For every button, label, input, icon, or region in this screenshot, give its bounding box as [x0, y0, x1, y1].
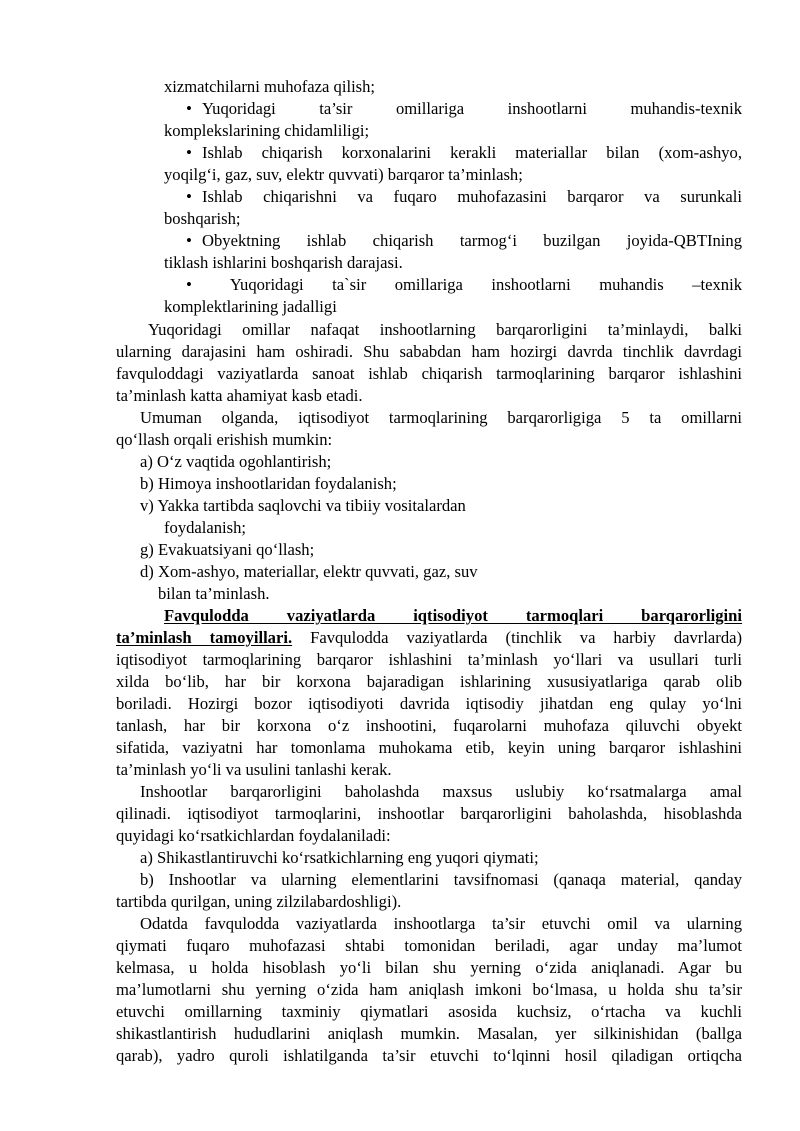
text-line: ta’minlash katta ahamiyat kasb etadi.: [116, 386, 363, 405]
list-item: d) Xom-ashyo, materiallar, elektr quvvati, gaz, suv: [140, 562, 478, 581]
section-heading-text: ta’minlash tamoyillari.: [116, 628, 293, 647]
text-line: qarab), yadro quroli ishlatilganda ta’sir etuvchi to‘lqinni hosil qiladigan ortiqcha: [116, 1046, 742, 1065]
bullet-item: [186, 274, 742, 296]
text-line: tartibda qurilgan, uning zilzilabardoshligi).: [116, 892, 402, 911]
list-item-continuation: foydalanish;: [164, 518, 247, 537]
text-line: tiklash ishlarini boshqarish darajasi.: [164, 253, 403, 272]
text-line: Yuqoridagi omillar nafaqat inshootlarning barqarorligini ta’minlaydi, balki: [148, 320, 742, 339]
text-line: komplektlarining jadalligi: [164, 297, 337, 316]
paragraph-text: Favqulodda vaziyatlarda (tinchlik va harbiy davrlarda): [292, 628, 743, 647]
bullet-text: Yuqoridagi ta’sir omillariga inshootlarni muhandis-texnik: [202, 99, 742, 118]
bullet-item: [186, 142, 742, 164]
text-line: shikastlantirish hududlarini aniqlash mumkin. Masalan, yer silkinishidan (ballga: [116, 1024, 742, 1043]
text-line: qilinadi. iqtisodiyot tarmoqlarini, inshootlar barqarorligini baholashda, hisoblashda: [116, 804, 742, 823]
section-heading-text: Favqulodda vaziyatlarda iqtisodiyot tarmoqlari barqarorligini: [164, 606, 742, 625]
text-line: ularning darajasini ham oshiradi. Shu sababdan ham hozirgi davrda tinchlik davrdagi: [116, 342, 742, 361]
list-item: g) Evakuatsiyani qo‘llash;: [140, 540, 315, 559]
text-line: sifatida, vaziyatni har tomonlama muhokama etib, keyin uning barqaror ishlashini: [116, 738, 742, 757]
text-line: boriladi. Hozirgi bozor iqtisodiyoti davrida iqtisodiy jihatdan eng qulay yo‘lni: [116, 694, 742, 713]
bullet-item: [186, 98, 742, 120]
list-item-continuation: bilan ta’minlash.: [158, 584, 270, 603]
text-line: [116, 627, 742, 649]
bullet-text: Ishlab chiqarish korxonalarini kerakli materiallar bilan (xom-ashyo,: [202, 143, 742, 162]
text-line: qiymati fuqaro muhofazasi shtabi tomonidan beriladi, agar unday ma’lumot: [116, 936, 742, 955]
text-line: favquloddagi vaziyatlarda sanoat ishlab chiqarish tarmoqlarining barqaror ishlashini: [116, 364, 742, 383]
list-item: b) Inshootlar va ularning elementlarini tavsifnomasi (qanaqa material, qanday: [140, 870, 742, 889]
text-line: tanlash, har bir korxona o‘z inshootini, fuqarolarni muhofaza qiluvchi obyekt: [116, 716, 742, 735]
list-item: v) Yakka tartibda saqlovchi va tibiiy vositalardan: [140, 496, 466, 515]
text-line: Odatda favqulodda vaziyatlarda inshootlarga ta’sir etuvchi omil va ularning: [140, 914, 742, 933]
text-line: komplekslarining chidamliligi;: [164, 121, 370, 140]
text-line: ma’lumotlarni shu yerning o‘zida ham aniqlash imkoni bo‘lmasa, u holda shu ta’sir: [116, 980, 742, 999]
text-line: boshqarish;: [164, 209, 241, 228]
bullet-text: Obyektning ishlab chiqarish tarmog‘i buzilgan joyida-QBTIning: [202, 231, 742, 250]
list-item: a) O‘z vaqtida ogohlantirish;: [140, 452, 332, 471]
text-line: xilda bo‘lib, har bir korxona bajaradigan ishlarining xususiyatlariga qarab olib: [116, 672, 742, 691]
section-heading: [164, 605, 742, 627]
text-line: iqtisodiyot tarmoqlarining barqaror ishlashini ta’minlash yo‘llari va usullari turli: [116, 650, 742, 669]
list-item: a) Shikastlantiruvchi ko‘rsatkichlarning eng yuqori qiymati;: [140, 848, 539, 867]
text-line: yoqilg‘i, gaz, suv, elektr quvvati) barqaror ta’minlash;: [164, 165, 523, 184]
text-line: quyidagi ko‘rsatkichlardan foydalaniladi:: [116, 826, 391, 845]
bullet-text: Ishlab chiqarishni va fuqaro muhofazasini barqaror va surunkali: [202, 187, 742, 206]
text-line: ta’minlash yo‘li va usulini tanlashi kerak.: [116, 760, 392, 779]
bullet-item: [186, 186, 742, 208]
list-item: b) Himoya inshootlaridan foydalanish;: [140, 474, 397, 493]
text-line: qo‘llash orqali erishish mumkin:: [116, 430, 333, 449]
text-line: xizmatchilarni muhofaza qilish;: [164, 77, 376, 96]
bullet-item: [186, 230, 742, 252]
text-line: Umuman olganda, iqtisodiyot tarmoqlarining barqarorligiga 5 ta omillarni: [140, 408, 742, 427]
text-line: kelmasa, u holda hisoblash yo‘li bilan shu yerning o‘zida aniqlanadi. Agar bu: [116, 958, 742, 977]
text-line: etuvchi omillarning taxminiy qiymatlari asosida kuchsiz, o‘rtacha va kuchli: [116, 1002, 742, 1021]
text-line: Inshootlar barqarorligini baholashda maxsus uslubiy ko‘rsatmalarga amal: [140, 782, 742, 801]
bullet-text: Yuqoridagi ta`sir omillariga inshootlarni muhandis –texnik: [202, 275, 742, 294]
